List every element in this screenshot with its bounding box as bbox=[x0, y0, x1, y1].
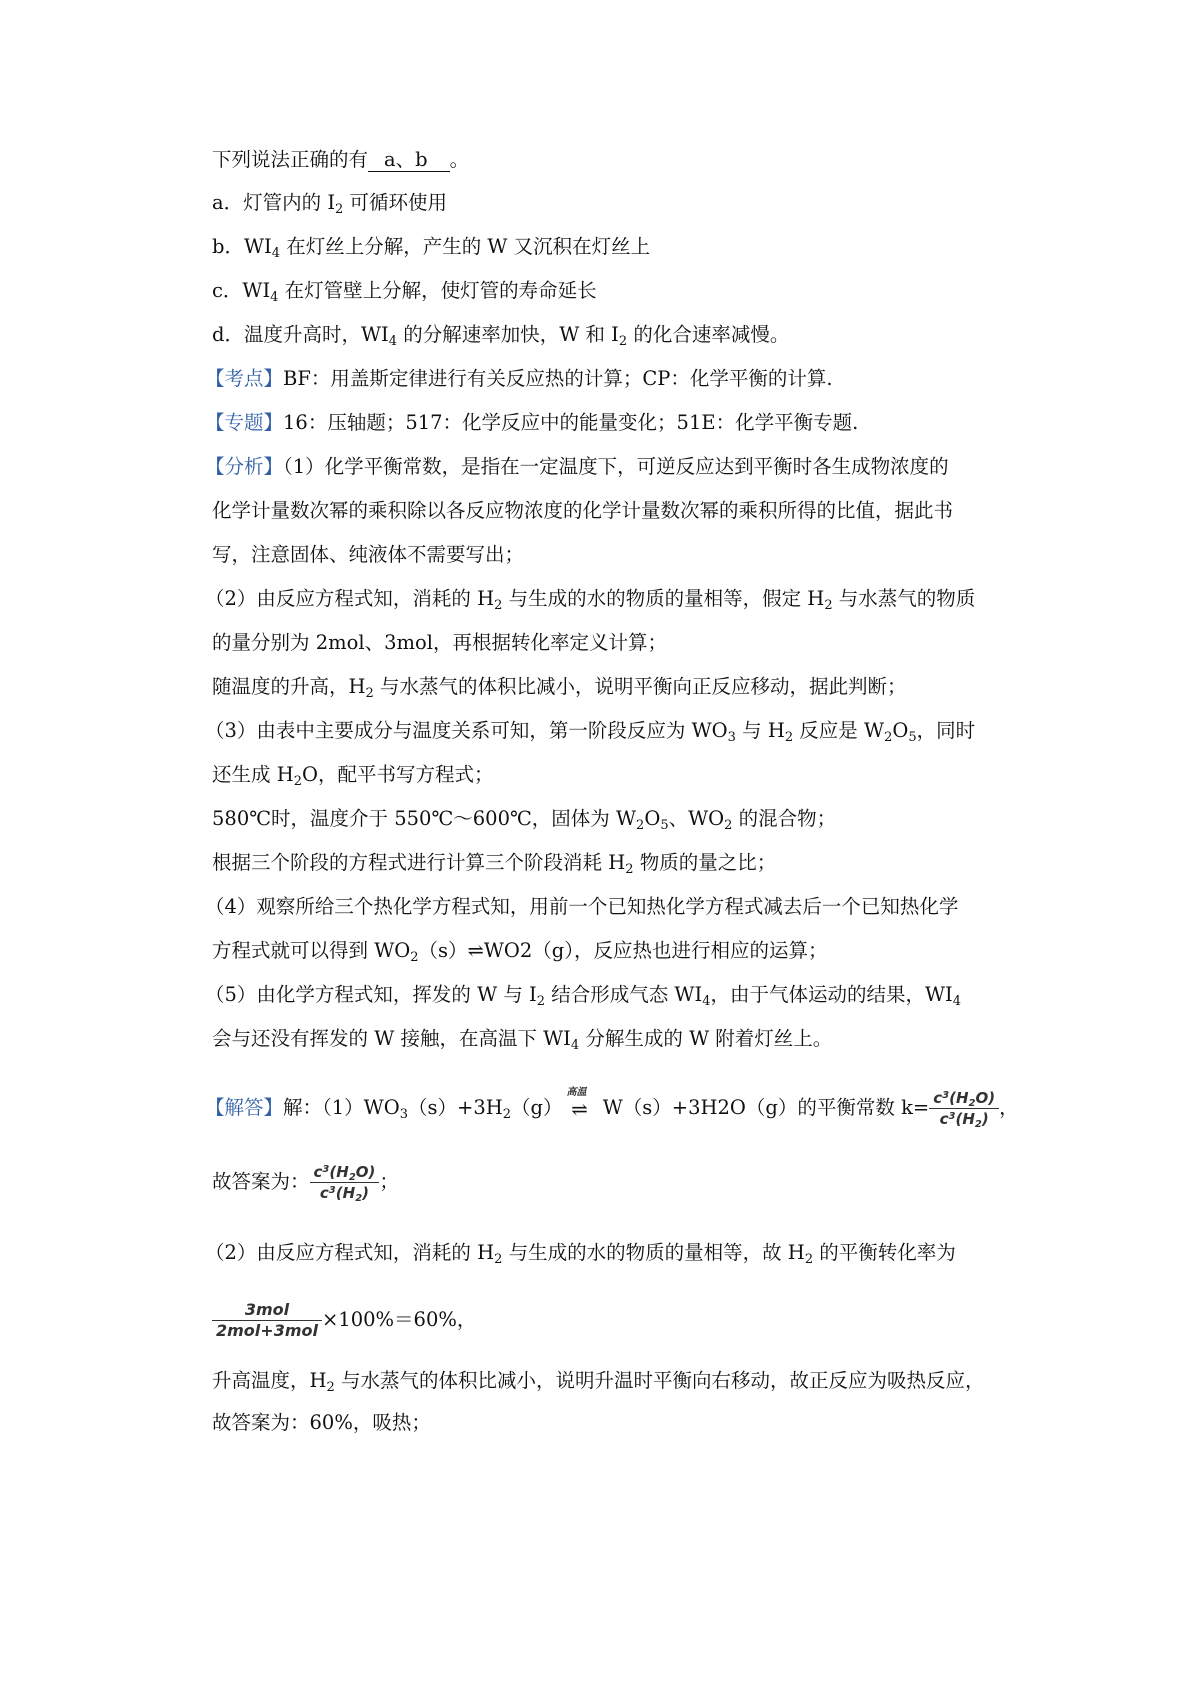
zhuanti-line: 【专题】16：压轴题；517：化学反应中的能量变化；51E：化学平衡专题. bbox=[205, 411, 859, 434]
jieda-line-5: 升高温度，$H_2$ 与水蒸气的体积比减小，说明升温时平衡向右移动，故正反应为吸热反应， bbox=[212, 1369, 985, 1395]
fenxi-line-10: 根据三个阶段的方程式进行计算三个阶段消耗 $H_2$ 物质的量之比； bbox=[212, 851, 777, 877]
kaodian-line: 【考点】BF：用盖斯定律进行有关反应热的计算；CP：化学平衡的计算. bbox=[205, 367, 833, 390]
fenxi-line-9: 580℃时，温度介于 550℃～600℃，固体为 $W_2O_5$、$WO_2$ 的混合物； bbox=[212, 807, 837, 833]
fenxi-line-13: （5）由化学方程式知，挥发的 W 与 $I_2$ 结合形成气态 $WI_4$，由于气体运动的结果，$WI_4$ bbox=[205, 983, 961, 1009]
jieda-line-4: $\frac{\text{3mol}}{\text{2mol+3mol}}$ ×100%＝60%， bbox=[212, 1296, 476, 1344]
fenxi-line-14: 会与还没有挥发的 W 接触，在高温下 $WI_4$ 分解生成的 W 附着灯丝上。 bbox=[212, 1027, 833, 1053]
zhuanti-tag: 【专题】 bbox=[205, 411, 284, 434]
option-b: b．$WI_4$ 在灯丝上分解，产生的 W 又沉积在灯丝上 bbox=[212, 235, 651, 261]
fenxi-line-3: 写，注意固体、纯液体不需要写出； bbox=[212, 543, 525, 566]
fenxi-line-2: 化学计量数次幂的乘积除以各反应物浓度的化学计量数次幂的乘积所得的比值，据此书 bbox=[212, 499, 954, 522]
jieda-line-3: （2）由反应方程式知，消耗的 $H_2$ 与生成的水的物质的量相等，故 $H_2$ 的平衡转化率为 bbox=[205, 1241, 956, 1267]
option-a: a．灯管内的 $I_2$ 可循环使用 bbox=[212, 191, 448, 217]
k-answer-fraction: $\frac{c^3(H_2O)}{c^3(H_2)}$ bbox=[310, 1163, 380, 1202]
kaodian-tag: 【考点】 bbox=[205, 367, 284, 390]
equilibrium-arrow-icon: 高温 ⇌ bbox=[566, 1086, 588, 1121]
fenxi-tag: 【分析】 bbox=[205, 455, 284, 478]
q5-prompt: 下列说法正确的有 a、b 。 bbox=[212, 148, 470, 171]
jieda-line-1: 【解答】解：$(1)WO_3(s)+3H_2(g)$ 高温 ⇌ W（s）+3H2O（g）的平衡常数 k= $\frac{c^3(H_2O)}{c^3(H_2)}$ ， bbox=[205, 1086, 1019, 1130]
option-d: d．温度升高时，$WI_4$ 的分解速率加快，W 和 $I_2$ 的化合速率减慢。 bbox=[212, 323, 790, 349]
option-c: c．$WI_4$ 在灯管壁上分解，使灯管的寿命延长 bbox=[212, 279, 597, 305]
fenxi-line-5: 的量分别为 2mol、3mol，再根据转化率定义计算； bbox=[212, 631, 667, 654]
fenxi-line-6: 随温度的升高，$H_2$ 与水蒸气的体积比减小，说明平衡向正反应移动，据此判断； bbox=[212, 675, 907, 701]
k-expression-fraction: $\frac{c^3(H_2O)}{c^3(H_2)}$ bbox=[929, 1089, 999, 1128]
conversion-fraction: $\frac{\text{3mol}}{\text{2mol+3mol}}$ bbox=[212, 1301, 322, 1340]
fenxi-line-12: 方程式就可以得到 $WO_2(s)\rightleftharpoons WO2(g)$，反应热也进行相应的运算； bbox=[212, 939, 828, 965]
fenxi-line-8: 还生成 $H_2O$，配平书写方程式； bbox=[212, 763, 494, 789]
jieda-line-2: 故答案为： $\frac{c^3(H_2O)}{c^3(H_2)}$ ； bbox=[212, 1163, 399, 1204]
jieda-tag: 【解答】 bbox=[205, 1096, 284, 1119]
answer-blank: a、b bbox=[368, 149, 450, 172]
fenxi-line-1: 【分析】（1）化学平衡常数，是指在一定温度下，可逆反应达到平衡时各生成物浓度的 bbox=[205, 455, 949, 478]
fenxi-line-7: （3）由表中主要成分与温度关系可知，第一阶段反应为 $WO_3$ 与 $H_2$ 反应是 $W_2O_5$，同时 bbox=[205, 719, 976, 745]
fenxi-line-11: （4）观察所给三个热化学方程式知，用前一个已知热化学方程式减去后一个已知热化学 bbox=[205, 895, 959, 918]
jieda-line-6: 故答案为：60%，吸热； bbox=[212, 1411, 431, 1434]
fenxi-line-4: （2）由反应方程式知，消耗的 $H_2$ 与生成的水的物质的量相等，假定 $H_2$ 与水蒸气的物质 bbox=[205, 587, 976, 613]
